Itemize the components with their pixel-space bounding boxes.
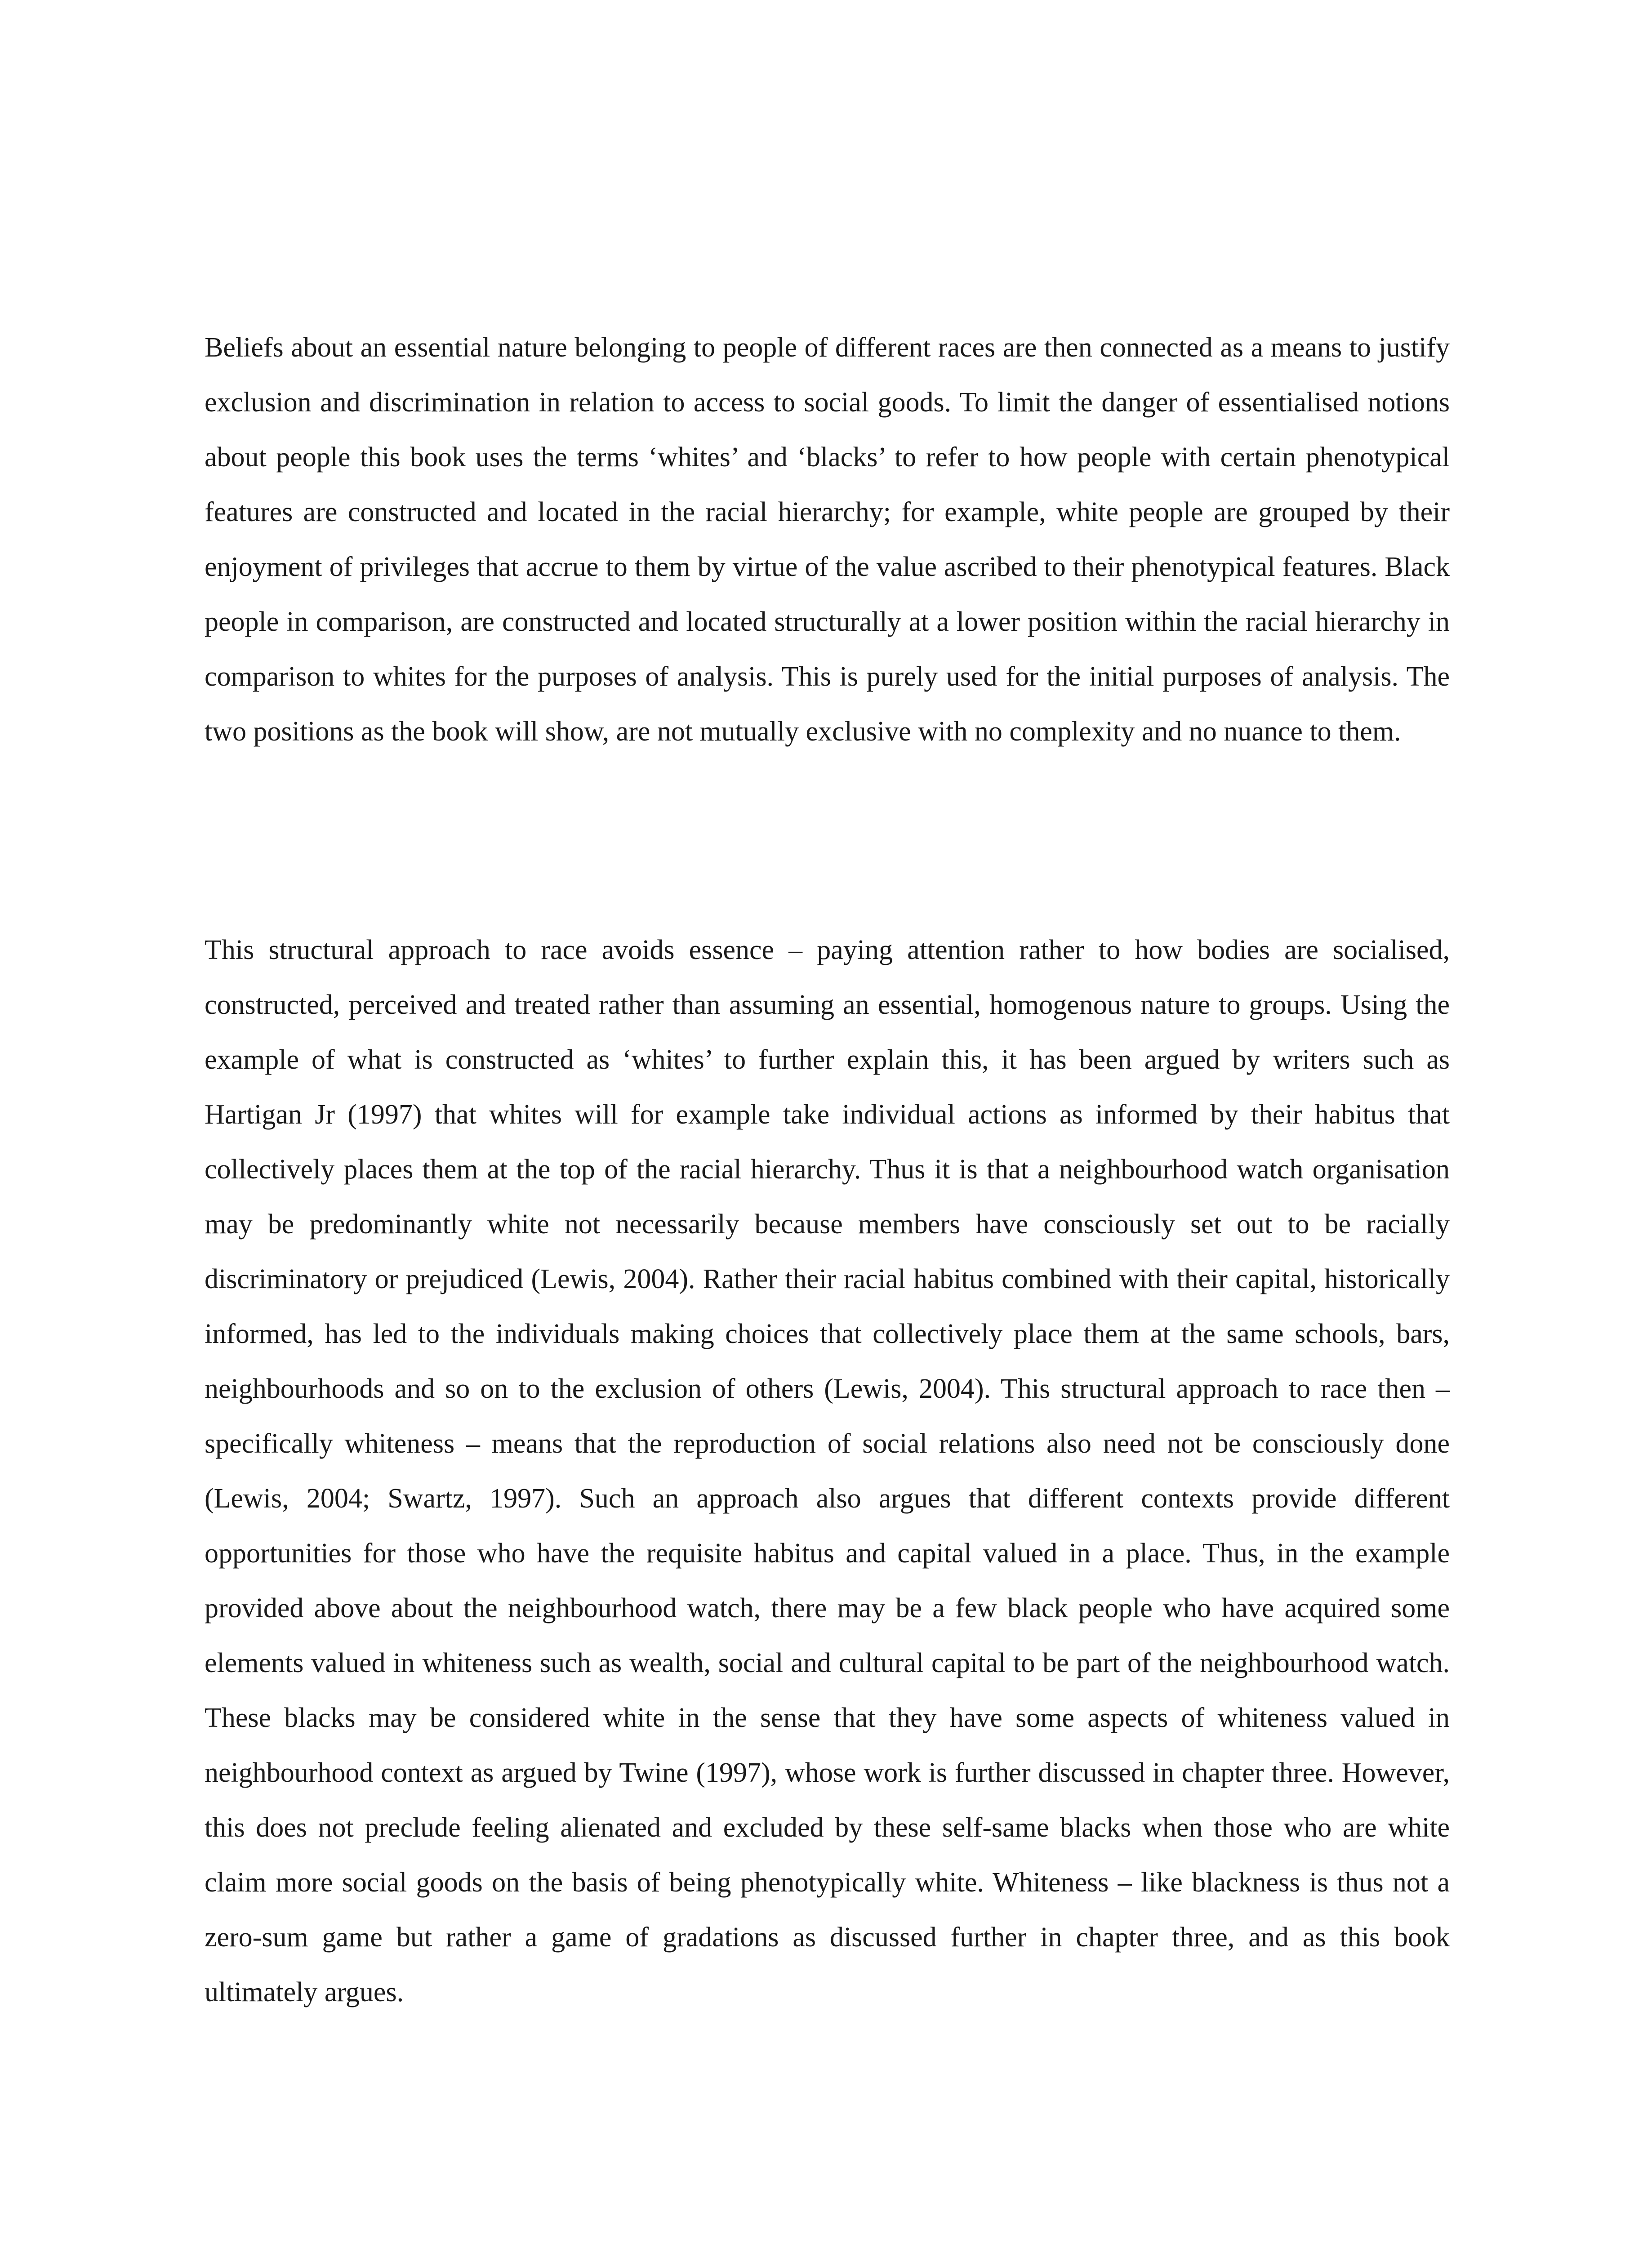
paragraph-structural-approach: This structural approach to race avoids essence – paying attention rather to how bodies are socialised, constructed, perceived and treated rather than assuming an essential, homogenous nature to groups. Using the example of what is constructed as ‘whites’ to further explain this, it has been argued by writers such as Hartigan Jr (1997) that whites will for example take individual actions as informed by their habitus that collectively places them at the top of the racial hierarchy. Thus it is that a neighbourhood watch organisation may be predominantly white not necessarily because members have consciously set out to be racially discriminatory or prejudiced (Lewis, 2004). Rather their racial habitus combined with their capital, historically informed, has led to the individuals making choices that collectively place them at the same schools, bars, neighbourhoods and so on to the exclusion of others (Lewis, 2004). This structural approach to race then – specifically whiteness – means that the reproduction of social relations also need not be consciously done (Lewis, 2004; Swartz, 1997). Such an approach also argues that different contexts provide different opportunities for those who have the requisite habitus and capital valued in a place. Thus, in the example provided above about the neighbourhood watch, there may be a few black people who have acquired some elements valued in whiteness such as wealth, social and cultural capital to be part of the neighbourhood watch. These blacks may be considered white in the sense that they have some aspects of whiteness valued in neighbourhood context as argued by Twine (1997), whose work is further discussed in chapter three. However, this does not preclude feeling alienated and excluded by these self-same blacks when those who are white claim more social goods on the basis of being phenotypically white. Whiteness – like blackness is thus not a zero-sum game but rather a game of gradations as discussed further in chapter three, and as this book ultimately argues. [205,935,1450,2007]
paragraph-essential-nature: Beliefs about an essential nature belonging to people of different races are then connected as a means to justify exclusion and discrimination in relation to access to social goods. To limit the danger of essentialised notions about people this book uses the terms ‘whites’ and ‘blacks’ to refer to how people with certain phenotypical features are constructed and located in the racial hierarchy; for example, white people are grouped by their enjoyment of privileges that accrue to them by virtue of the value ascribed to their phenotypical features. Black people in comparison, are constructed and located structurally at a lower position within the racial hierarchy in comparison to whites for the purposes of analysis. This is purely used for the initial purposes of analysis. The two positions as the book will show, are not mutually exclusive with no complexity and no nuance to them. [205,332,1450,747]
